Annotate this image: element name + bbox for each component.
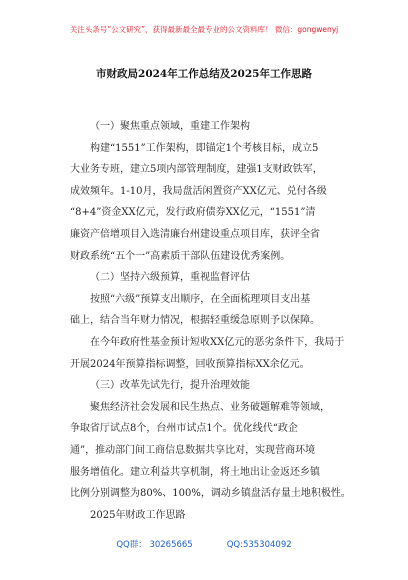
paragraph-line: 成效频年。1-10月，我局盘活闲置资产XX亿元、兑付各级	[70, 185, 327, 197]
paragraph-line: 廉资产倍增项目入选清廉台州建设重点项目库，获评全省	[70, 228, 320, 240]
paragraph-line: 按照“六级”预算支出顺序，在全面梳理项目支出基	[90, 293, 311, 305]
next-section-heading: 2025年财政工作思路	[90, 509, 186, 521]
qq-number-text: QQ:535304092	[226, 540, 292, 550]
paragraph-line: 通”，推动部门间工商信息数据共享比对，实现营商环境	[70, 444, 316, 456]
paragraph-line: 开展2024年预算指标调整，回收预算指标XX余亿元。	[70, 358, 310, 370]
promo-banner: 关注头条号“公文研究”，获得最新最全最专业的公文资料库！ 微信：gongwenyj	[69, 25, 339, 34]
paragraph-line: 构建“1551”工作架构，即锚定1个考核目标，成立5	[90, 142, 319, 154]
paragraph-line: 争取省厅试点8个，台州市试点1个。优化线代“政企	[70, 423, 298, 435]
paragraph-line: 财政系统“五个一”高素质干部队伍建设优秀案例。	[70, 250, 291, 262]
section-heading-3: （三）改革先试先行，提升治理效能	[90, 380, 250, 392]
section-heading-1: （一）聚焦重点领域，重建工作架构	[90, 121, 250, 132]
paragraph-line: 础上，结合当年财力情况，根据轻重缓急原则予以保障。	[70, 315, 320, 327]
contact-footer	[0, 538, 408, 550]
paragraph-line: “8+4”资金XX亿元，发行政府债券XX亿元，“1551”清	[70, 207, 316, 219]
document-body	[70, 116, 351, 526]
section-heading-2: （二）坚持六级预算，重视监督评估	[90, 272, 250, 284]
paragraph-line: 在今年政府性基金预计短收XX亿元的恶劣条件下，我局于	[90, 336, 345, 348]
qq-group-text: QQ群： 30265665	[116, 540, 193, 550]
paragraph-line: 聚焦经济社会发展和民生热点、业务破题解难等领域，	[90, 401, 330, 413]
document-title: 市财政局2024年工作总结及2025年工作思路	[96, 68, 312, 80]
paragraph-line: 服务增值化。建立利益共享机制，将土地出让金返还乡镇	[70, 466, 320, 478]
paragraph-line: 大业务专班，建立5项内部管理制度，建强1支财政铁军，	[70, 164, 323, 176]
paragraph-line: 比例分别调整为80%、100%，调动乡镇盘活存量土地积极性。	[70, 488, 351, 500]
